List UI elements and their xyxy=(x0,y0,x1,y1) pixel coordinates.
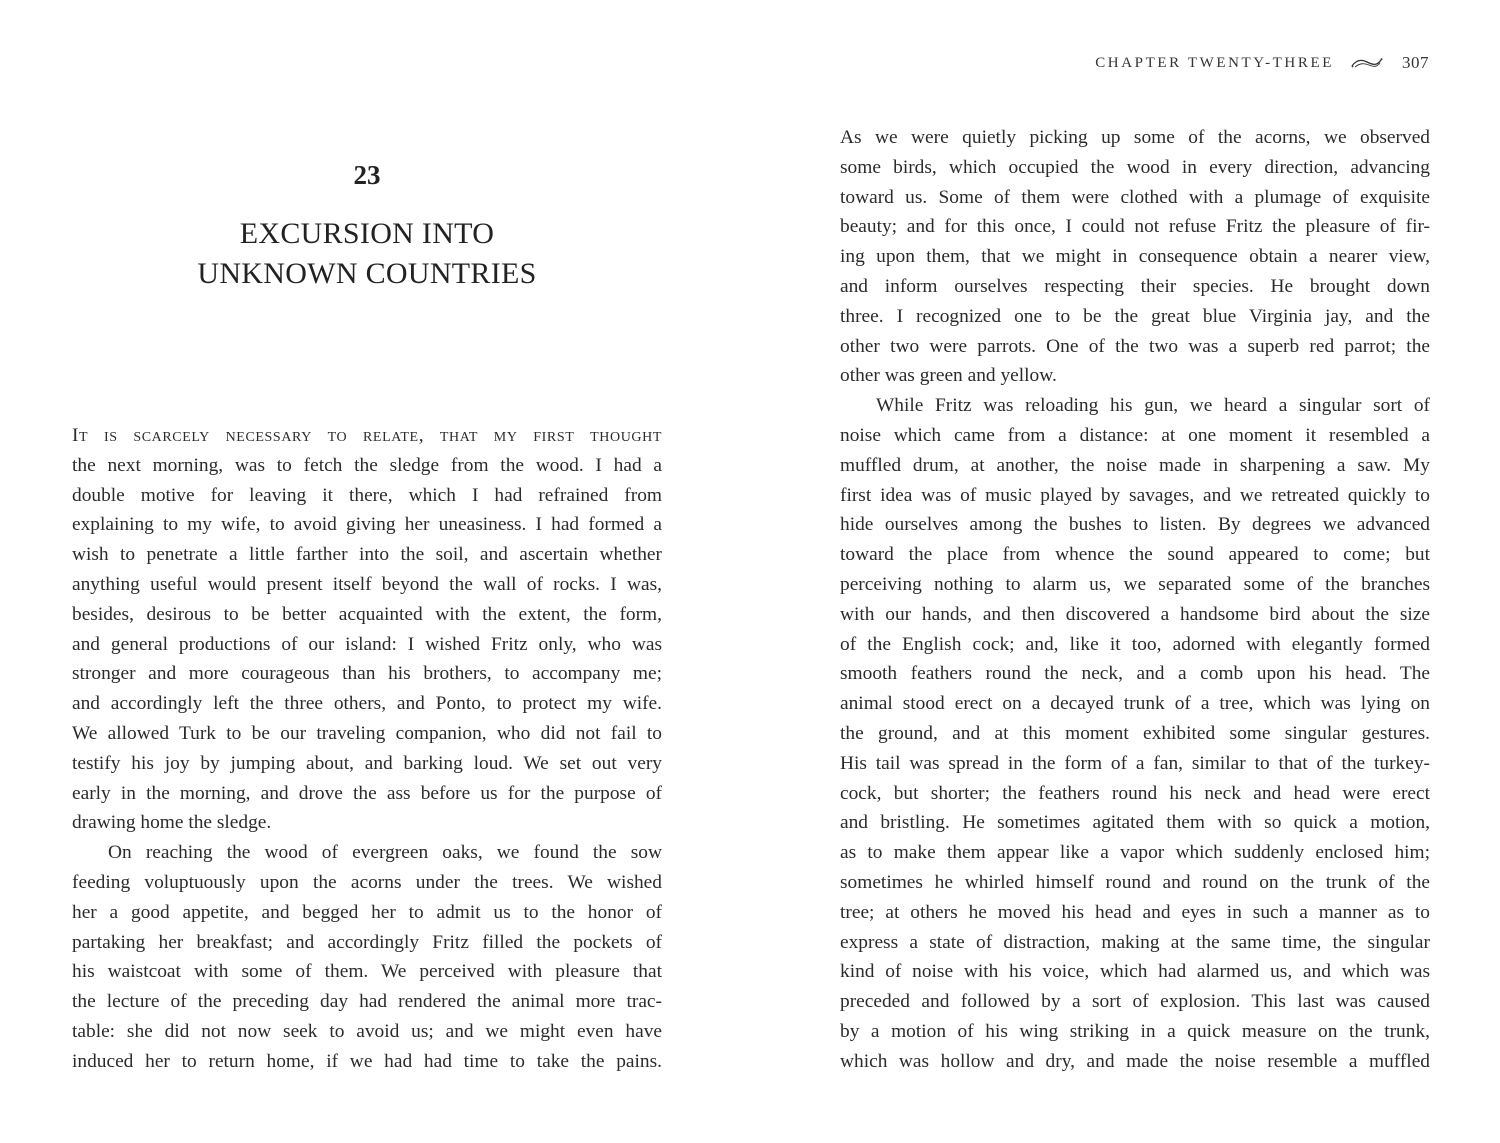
text-line: his waistcoat with some of them. We perceived with pleasure that xyxy=(72,961,662,983)
text-line: induced her to return home, if we had had time to take the pains. xyxy=(72,1050,662,1072)
text-line: the ground, and at this moment exhibited some singular gestures. xyxy=(840,722,1430,744)
text-line: and inform ourselves respecting their species. He brought down xyxy=(840,275,1430,297)
text-line: As we were quietly picking up some of the acorns, we observed xyxy=(840,127,1430,148)
chapter-number: 23 xyxy=(353,160,381,190)
text-line: express a state of distraction, making at the same time, the singular xyxy=(840,931,1430,953)
text-line: double motive for leaving it there, which I had refrained from xyxy=(72,484,662,506)
running-head-title: CHAPTER TWENTY-THREE xyxy=(1095,54,1334,71)
right-page xyxy=(750,0,1500,1143)
text-line: first idea was of music played by savages, and we retreated quickly to xyxy=(840,484,1430,506)
text-line: ing upon them, that we might in consequence obtain a nearer view, xyxy=(840,246,1430,268)
text-line: besides, desirous to be better acquainted with the extent, the form, xyxy=(72,603,662,625)
page-number: 307 xyxy=(1402,53,1429,72)
text-line: by a motion of his wing striking in a quick measure on the trunk, xyxy=(840,1020,1430,1042)
text-line: feeding voluptuously upon the acorns under the trees. We wished xyxy=(72,871,662,893)
text-line: of the English cock; and, like it too, adorned with elegantly formed xyxy=(840,633,1430,655)
text-line: other two were parrots. One of the two was a superb red parrot; the xyxy=(840,335,1430,357)
running-head xyxy=(1095,53,1429,73)
text-line: the lecture of the preceding day had rendered the animal more trac- xyxy=(72,991,662,1013)
text-line: her a good appetite, and begged her to admit us to the honor of xyxy=(72,901,662,923)
left-body-text xyxy=(72,421,662,1077)
text-line: hide ourselves among the bushes to listen. By degrees we advanced xyxy=(840,514,1430,536)
text-line: His tail was spread in the form of a fan, similar to that of the turkey- xyxy=(840,752,1430,774)
text-line: animal stood erect on a decayed trunk of a tree, which was lying on xyxy=(840,693,1430,715)
right-body-text xyxy=(840,123,1430,1077)
text-line: sometimes he whirled himself round and round on the trunk of the xyxy=(840,871,1430,893)
text-line: other was green and yellow. xyxy=(840,365,1057,387)
text-line: We allowed Turk to be our traveling companion, who did not fail to xyxy=(72,722,662,744)
text-line: explaining to my wife, to avoid giving her uneasiness. I had formed a xyxy=(72,514,662,536)
text-line: On reaching the wood of evergreen oaks, we found the sow xyxy=(108,842,662,864)
text-line: with our hands, and then discovered a handsome bird about the size xyxy=(840,603,1430,625)
text-line: anything useful would present itself beyond the wall of rocks. I was, xyxy=(72,573,662,595)
text-line: stronger and more courageous than his brothers, to accompany me; xyxy=(72,663,662,685)
text-line: and general productions of our island: I wished Fritz only, who was xyxy=(72,633,662,655)
text-line: early in the morning, and drove the ass before us for the purpose of xyxy=(72,782,662,804)
chapter-title-line: EXCURSION INTO xyxy=(239,217,495,250)
text-line: as to make them appear like a vapor which suddenly enclosed him; xyxy=(840,842,1430,864)
text-line: tree; at others he moved his head and eyes in such a manner as to xyxy=(840,901,1430,923)
text-line: beauty; and for this once, I could not refuse Fritz the pleasure of fir- xyxy=(840,216,1430,238)
text-line: and accordingly left the three others, and Ponto, to protect my wife. xyxy=(72,693,662,715)
text-line: While Fritz was reloading his gun, we heard a singular sort of xyxy=(876,395,1430,417)
chapter-title-line: UNKNOWN COUNTRIES xyxy=(197,257,537,290)
chapter-title xyxy=(72,214,662,294)
text-line: smooth feathers round the neck, and a comb upon his head. The xyxy=(840,663,1430,685)
text-line: preceded and followed by a sort of explosion. This last was caused xyxy=(840,991,1430,1013)
text-line: noise which came from a distance: at one moment it resembled a xyxy=(840,424,1430,446)
text-line: the next morning, was to fetch the sledge from the wood. I had a xyxy=(72,454,662,476)
text-line: wish to penetrate a little farther into the soil, and ascertain whether xyxy=(72,544,662,566)
text-line: and bristling. He sometimes agitated them with so quick a motion, xyxy=(840,812,1430,834)
text-line: testify his joy by jumping about, and barking loud. We set out very xyxy=(72,752,662,774)
text-line: It is scarcely necessary to relate, that my first thought xyxy=(72,425,662,446)
text-line: table: she did not now seek to avoid us; and we might even have xyxy=(72,1020,662,1042)
text-line: partaking her breakfast; and accordingly Fritz filled the pockets of xyxy=(72,931,662,953)
swash-ornament-icon xyxy=(1350,56,1384,70)
text-line: toward the place from whence the sound appeared to come; but xyxy=(840,544,1430,566)
text-line: which was hollow and dry, and made the noise resemble a muffled xyxy=(840,1050,1430,1072)
text-line: toward us. Some of them were clothed with a plumage of exquisite xyxy=(840,186,1430,208)
text-line: perceiving nothing to alarm us, we separated some of the branches xyxy=(840,573,1430,595)
text-line: some birds, which occupied the wood in every direction, advancing xyxy=(840,156,1430,178)
text-line: cock, but shorter; the feathers round his neck and head were erect xyxy=(840,782,1430,804)
text-line: muffled drum, at another, the noise made in sharpening a saw. My xyxy=(840,454,1430,476)
text-line: three. I recognized one to be the great blue Virginia jay, and the xyxy=(840,305,1430,327)
text-line: drawing home the sledge. xyxy=(72,812,272,834)
text-line: kind of noise with his voice, which had alarmed us, and which was xyxy=(840,961,1430,983)
